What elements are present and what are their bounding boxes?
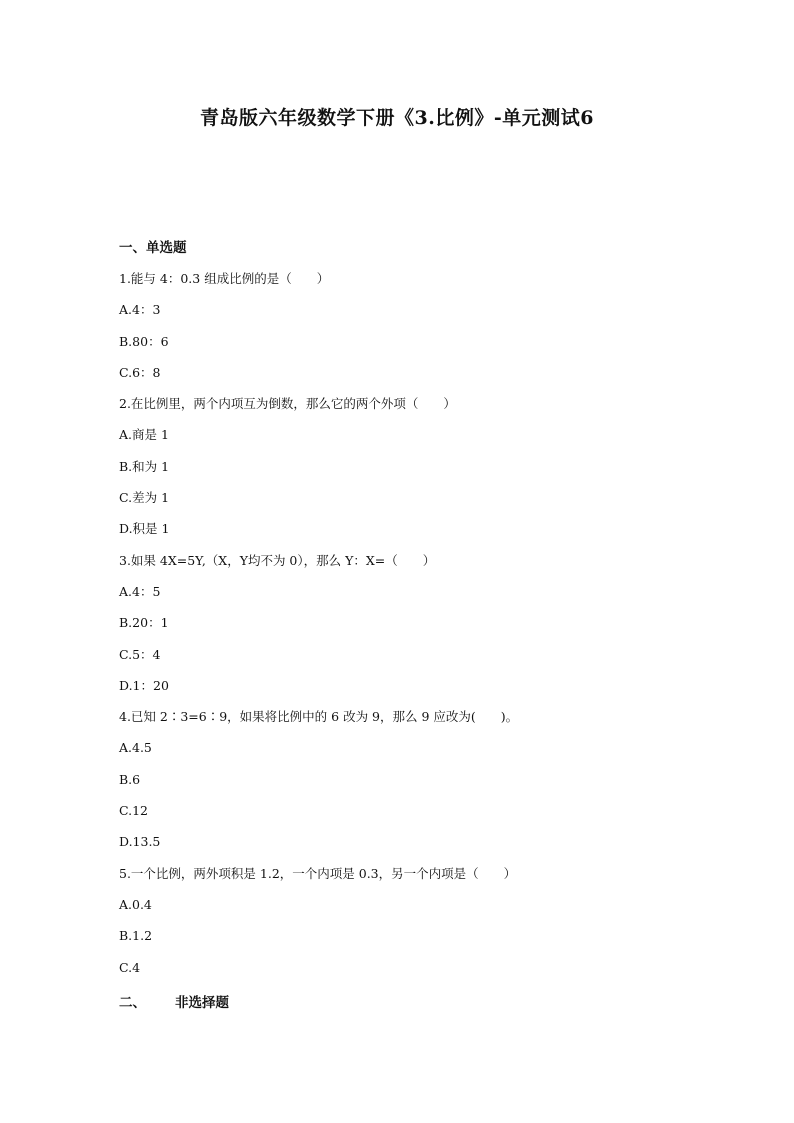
section-label: 非选择题 xyxy=(175,995,229,1011)
section-number: 二、 xyxy=(119,995,146,1011)
option-b: B.80：6 xyxy=(119,333,169,349)
option-c: C.5：4 xyxy=(119,646,161,662)
question-stem: 1.能与 4：0.3 组成比例的是（ ） xyxy=(119,271,330,286)
document-title: 青岛版六年级数学下册《3.比例》-单元测试6 xyxy=(200,107,594,129)
question-5 xyxy=(119,864,739,989)
option-b: B.6 xyxy=(119,771,141,787)
question-stem: 3.如果 4X=5Y,（X，Y均不为 0），那么 Y：X=（ ） xyxy=(119,552,436,568)
question-4 xyxy=(119,707,739,863)
option-a: A.0.4 xyxy=(119,896,152,912)
option-c: C.差为 1 xyxy=(119,490,170,506)
option-c: C.4 xyxy=(119,959,141,975)
question-stem: 2.在比例里，两个内项互为倒数，那么它的两个外项（ ） xyxy=(119,396,456,412)
option-c: C.6：8 xyxy=(119,364,161,380)
option-d: D.1：20 xyxy=(119,677,169,693)
question-2 xyxy=(119,394,739,550)
option-d: D.13.5 xyxy=(119,834,161,850)
section-single-choice xyxy=(119,238,739,989)
section-heading: 一、单选题 xyxy=(119,240,187,256)
option-a: A.商是 1 xyxy=(119,427,169,443)
question-1 xyxy=(119,269,739,394)
option-b: B.和为 1 xyxy=(119,458,170,474)
question-3 xyxy=(119,551,739,707)
option-b: B.20：1 xyxy=(119,615,169,631)
question-stem: 4.已知 2∶3=6∶9，如果将比例中的 6 改为 9，那么 9 应改为( )。 xyxy=(119,709,519,725)
option-c: C.12 xyxy=(119,803,148,819)
question-stem: 5.一个比例，两外项积是 1.2，一个内项是 0.3，另一个内项是（ ） xyxy=(119,865,517,881)
section-heading-non-choice xyxy=(119,991,229,1011)
option-a: A.4：5 xyxy=(119,583,161,599)
option-a: A.4：3 xyxy=(119,302,161,318)
option-d: D.积是 1 xyxy=(119,521,170,537)
option-b: B.1.2 xyxy=(119,928,153,944)
option-a: A.4.5 xyxy=(119,740,152,756)
